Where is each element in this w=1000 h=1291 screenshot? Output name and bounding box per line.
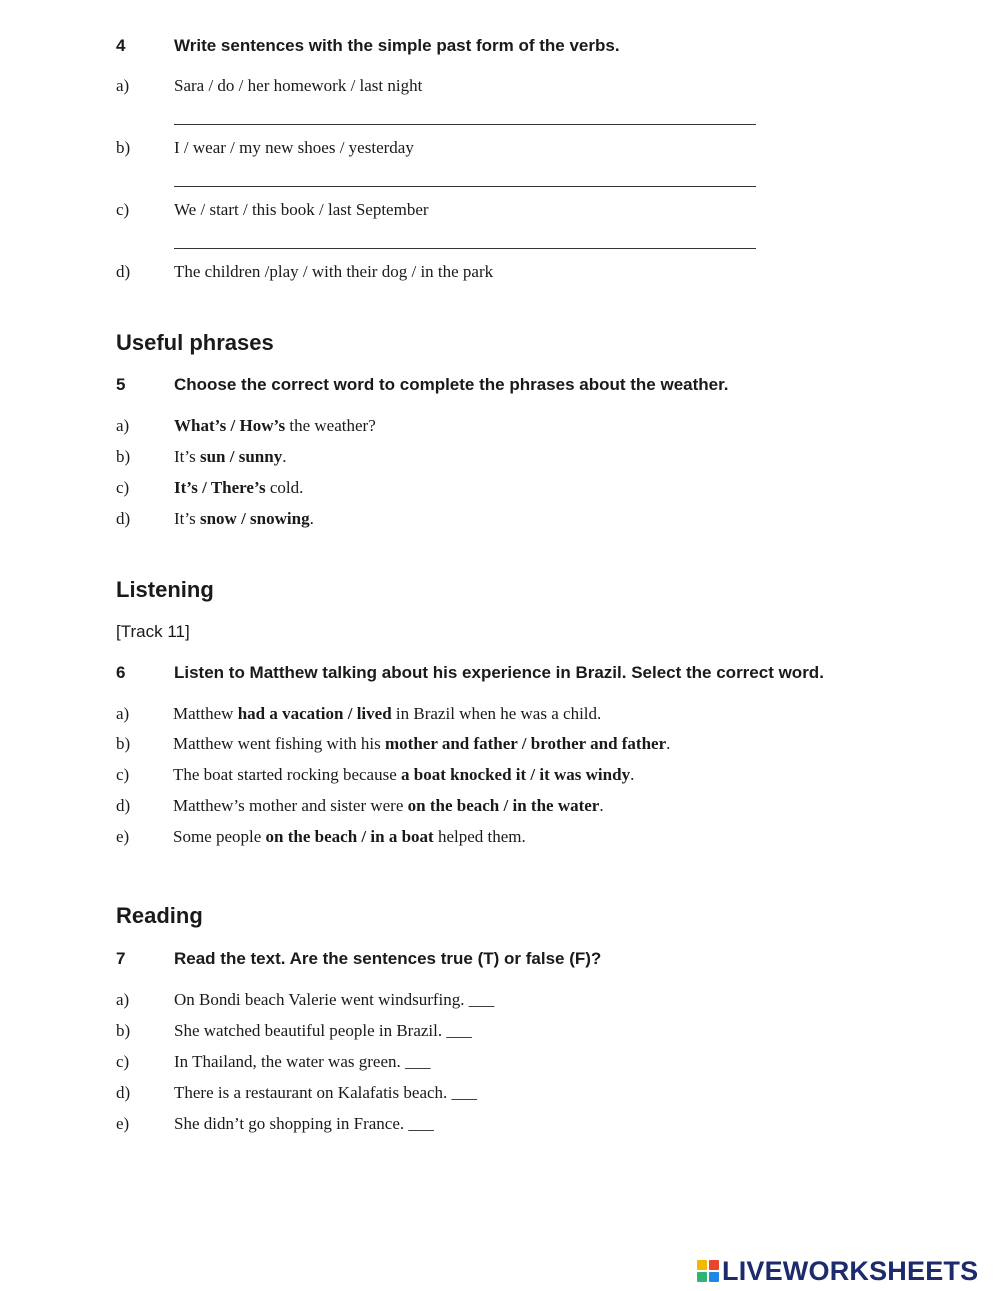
q5-d-letter: d) xyxy=(116,509,131,528)
q5-b-choice[interactable]: sun / sunny xyxy=(199,447,283,466)
q6-c-letter: c) xyxy=(116,765,130,784)
q7-e-item[interactable]: She didn’t go shopping in France. ___ xyxy=(174,1114,434,1133)
q7-c-letter: c) xyxy=(116,1052,130,1071)
q7-number: 7 xyxy=(116,949,126,968)
q6-a-letter: a) xyxy=(116,704,130,723)
logo-text: LIVEWORKSHEETS xyxy=(722,1255,979,1286)
q5-a-choice[interactable]: What’s / How’s xyxy=(174,416,286,435)
q6-e-letter: e) xyxy=(116,827,130,846)
q5-a-letter: a) xyxy=(116,416,130,435)
q6-e-choice[interactable]: on the beach / in a boat xyxy=(265,827,434,846)
q7-title: Read the text. Are the sentences true (T) or false (F)? xyxy=(174,949,602,968)
logo-blocks-icon xyxy=(697,1260,719,1282)
q5-title: Choose the correct word to complete the phrases about the weather. xyxy=(174,375,729,394)
q7-c-item[interactable]: In Thailand, the water was green. ___ xyxy=(174,1052,431,1071)
q4-a-prompt: Sara / do / her homework / last night xyxy=(174,76,423,95)
q4-c-letter: c) xyxy=(116,200,130,219)
q6-title: Listen to Matthew talking about his experience in Brazil. Select the correct word. xyxy=(174,663,824,682)
q4-b-prompt: I / wear / my new shoes / yesterday xyxy=(174,138,414,157)
q5-b-item: It’s sun / sunny. xyxy=(174,447,287,466)
q7-a-letter: a) xyxy=(116,990,130,1009)
q6-d-letter: d) xyxy=(116,796,131,815)
q6-c-item: The boat started rocking because a boat knocked it / it was windy. xyxy=(173,765,635,784)
q6-b-letter: b) xyxy=(116,734,131,753)
q6-number: 6 xyxy=(116,663,126,682)
q5-a-item: What’s / How’s the weather? xyxy=(174,416,376,435)
q7-b-item[interactable]: She watched beautiful people in Brazil. ___ xyxy=(174,1021,472,1040)
q7-e-letter: e) xyxy=(116,1114,130,1133)
q7-b-letter: b) xyxy=(116,1021,131,1040)
q6-b-choice[interactable]: mother and father / brother and father xyxy=(385,734,667,753)
reading-heading: Reading xyxy=(116,903,203,928)
q4-b-answer-line[interactable] xyxy=(174,186,756,187)
q6-d-choice[interactable]: on the beach / in the water xyxy=(407,796,600,815)
q4-c-prompt: We / start / this book / last September xyxy=(174,200,429,219)
q4-number: 4 xyxy=(116,36,126,55)
q6-b-item: Matthew went fishing with his mother and father / brother and father. xyxy=(173,734,671,753)
liveworksheets-logo xyxy=(697,1257,978,1285)
q4-b-letter: b) xyxy=(116,138,131,157)
q6-e-item: Some people on the beach / in a boat helped them. xyxy=(173,827,526,846)
useful-phrases-heading: Useful phrases xyxy=(116,330,274,355)
q7-d-letter: d) xyxy=(116,1083,131,1102)
q7-d-item[interactable]: There is a restaurant on Kalafatis beach. ___ xyxy=(174,1083,478,1102)
q5-d-item: It’s snow / snowing. xyxy=(174,509,314,528)
q6-a-item: Matthew had a vacation / lived in Brazil when he was a child. xyxy=(173,704,602,723)
q4-title: Write sentences with the simple past form of the verbs. xyxy=(174,36,620,55)
q5-c-choice[interactable]: It’s / There’s xyxy=(174,478,266,497)
q4-d-letter: d) xyxy=(116,262,131,281)
q5-d-choice[interactable]: snow / snowing xyxy=(199,509,310,528)
q6-a-choice[interactable]: had a vacation / lived xyxy=(237,704,392,723)
q5-number: 5 xyxy=(116,375,126,394)
track-label: [Track 11] xyxy=(116,622,190,641)
q4-a-answer-line[interactable] xyxy=(174,124,756,125)
listening-heading: Listening xyxy=(116,577,214,602)
q5-c-item: It’s / There’s cold. xyxy=(174,478,304,497)
q5-b-letter: b) xyxy=(116,447,131,466)
q4-d-prompt: The children /play / with their dog / in the park xyxy=(174,262,494,281)
q4-c-answer-line[interactable] xyxy=(174,248,756,249)
q6-c-choice[interactable]: a boat knocked it / it was windy xyxy=(401,765,631,784)
q5-c-letter: c) xyxy=(116,478,130,497)
q4-a-letter: a) xyxy=(116,76,130,95)
q6-d-item: Matthew’s mother and sister were on the beach / in the water. xyxy=(173,796,604,815)
q7-a-item[interactable]: On Bondi beach Valerie went windsurfing. ___ xyxy=(174,990,495,1009)
